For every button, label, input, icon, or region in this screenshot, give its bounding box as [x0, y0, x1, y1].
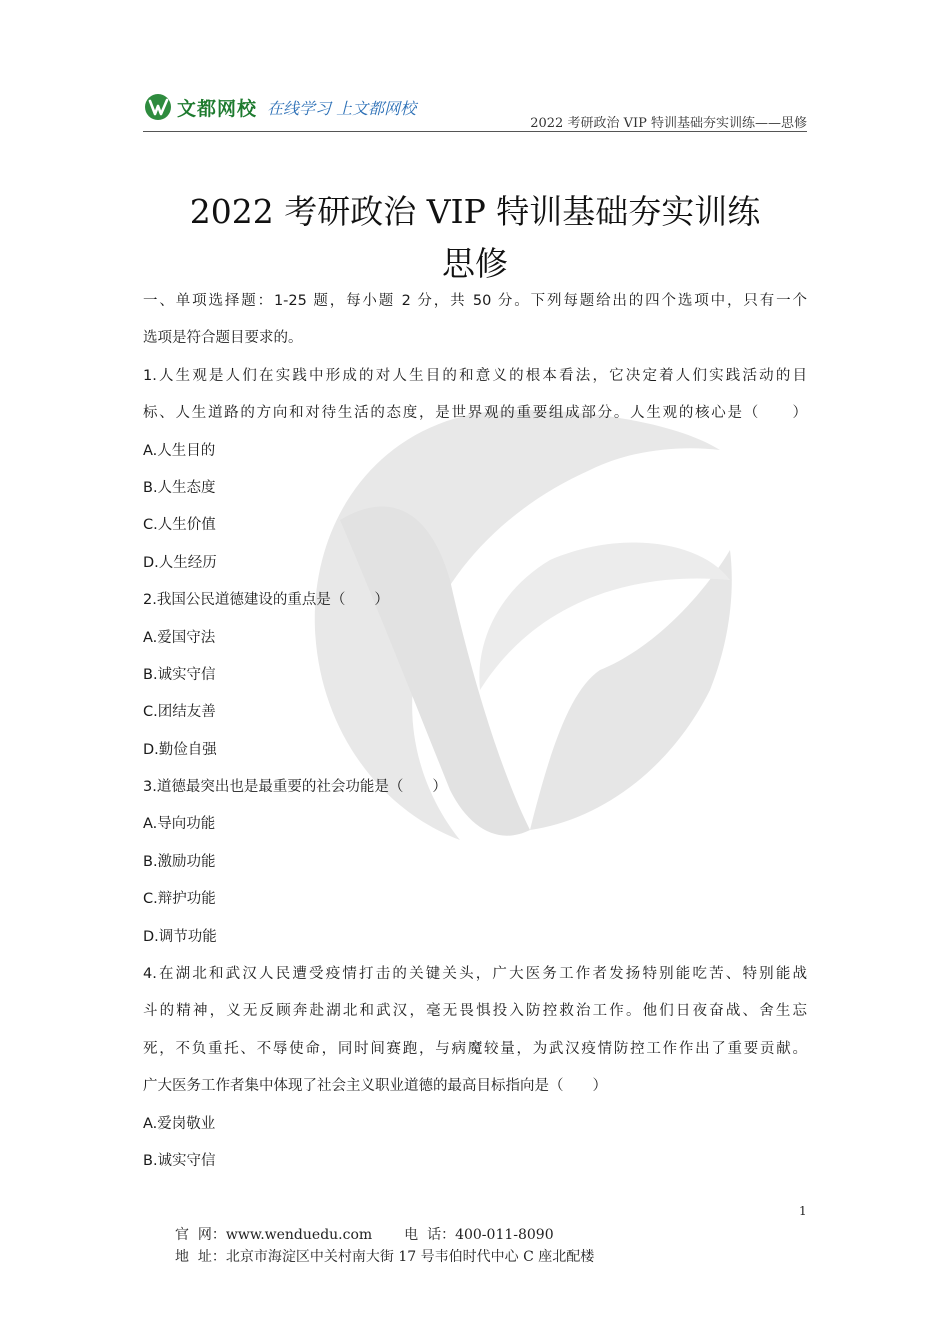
page-subtitle: 思修 [442, 244, 508, 283]
question-4-stem: 4.在湖北和武汉人民遭受疫情打击的关键关头，广大医务工作者发扬特别能吃苦、特别能战 [143, 966, 807, 983]
question-1-stem: 标、人生道路的方向和对待生活的态度，是世界观的重要组成部分。人生观的核心是（ ） [143, 405, 807, 422]
question-2-stem: 2.我国公民道德建设的重点是（ ） [143, 592, 389, 609]
question-2-option-b: B.诚实守信 [143, 666, 216, 683]
section-intro: 一、单项选择题：1-25 题，每小题 2 分，共 50 分。下列每题给出的四个选项中，只有一个 [143, 293, 807, 309]
question-1-option-b: B.人生态度 [143, 479, 216, 496]
brand-slogan: 在线学习 上文都网校 [267, 98, 417, 118]
question-1-stem: 1.人生观是人们在实践中形成的对人生目的和意义的根本看法，它决定着人们实践活动的目 [143, 367, 807, 384]
phone-number: 400-011-8090 [455, 1227, 554, 1243]
question-3-option-d: D.调节功能 [143, 928, 217, 945]
question-3-option-a: A.导向功能 [143, 816, 216, 833]
question-2-option-c: C.团结友善 [143, 704, 216, 721]
question-4-option-a: A.爱岗敬业 [143, 1115, 216, 1132]
question-4-option-b: B.诚实守信 [143, 1152, 216, 1169]
question-1-option-c: C.人生价值 [143, 517, 216, 534]
question-3-option-b: B.激励功能 [143, 853, 216, 870]
header-divider [143, 131, 807, 132]
question-3-option-c: C.辩护功能 [143, 891, 216, 908]
question-2-option-a: A.爱国守法 [143, 629, 216, 646]
question-3-stem: 3.道德最突出也是最重要的社会功能是（ ） [143, 779, 447, 796]
question-1-option-a: A.人生目的 [143, 442, 216, 459]
brand-logo [143, 92, 416, 122]
website-label: 官 网： [175, 1227, 226, 1243]
page-header [143, 92, 807, 134]
page-number: 1 [799, 1204, 807, 1218]
phone-label: 电 话： [404, 1227, 456, 1243]
header-doc-title: 2022 考研政治 VIP 特训基础夯实训练——思修 [530, 116, 807, 131]
question-4-stem: 斗的精神，义无反顾奔赴湖北和武汉，毫无畏惧投入防控救治工作。他们日夜奋战、舍生忘 [143, 1003, 807, 1020]
section-intro: 选项是符合题目要求的。 [143, 330, 303, 347]
footer-address-line [175, 1247, 594, 1269]
address-text: 北京市海淀区中关村南大街 17 号韦伯时代中心 C 座北配楼 [225, 1249, 595, 1265]
brand-logo-icon [143, 92, 173, 122]
footer-contact-line [175, 1225, 594, 1247]
website-link[interactable]: www.wenduedu.com [225, 1227, 373, 1243]
document-body [143, 289, 807, 1186]
page-title: 2022 考研政治 VIP 特训基础夯实训练 [189, 192, 761, 231]
address-label: 地 址： [175, 1249, 226, 1265]
question-1-option-d: D.人生经历 [143, 554, 217, 571]
brand-name: 文都网校 [177, 97, 258, 120]
question-2-option-d: D.勤俭自强 [143, 741, 217, 758]
page-footer [175, 1225, 594, 1269]
question-4-stem: 广大医务工作者集中体现了社会主义职业道德的最高目标指向是（ ） [143, 1078, 607, 1095]
question-4-stem: 死，不负重托、不辱使命，同时间赛跑，与病魔较量，为武汉疫情防控工作作出了重要贡献。 [143, 1040, 807, 1057]
